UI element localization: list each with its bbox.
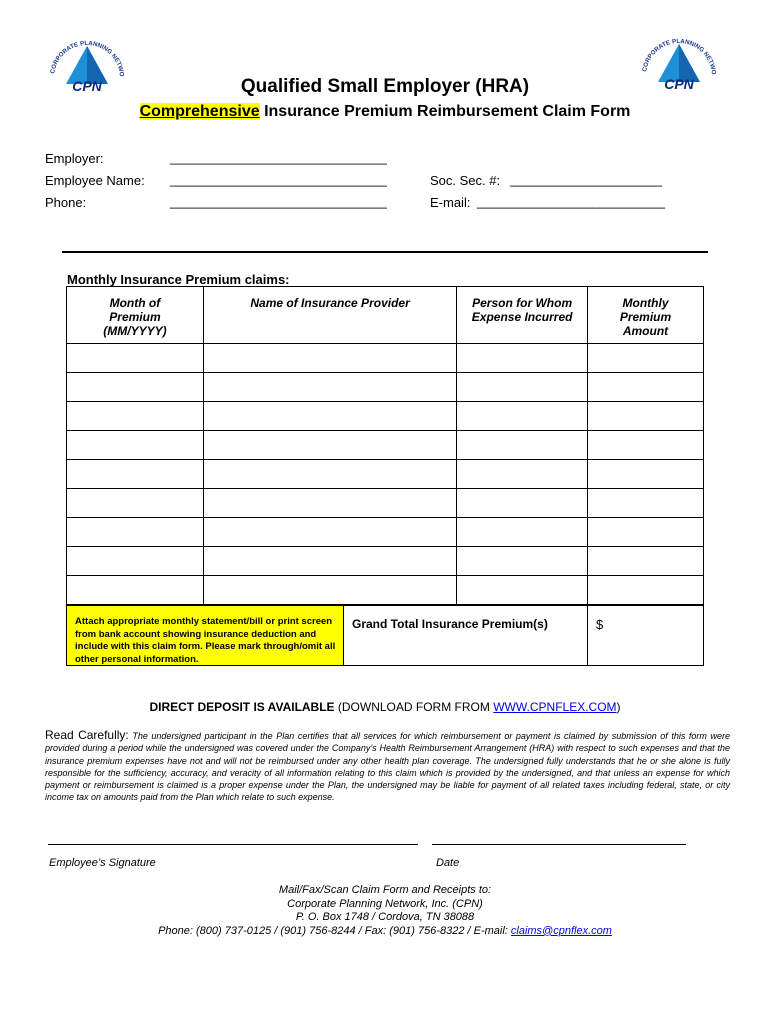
provider-cell[interactable] (203, 431, 456, 460)
month-cell[interactable] (67, 431, 204, 460)
mail-line-4 (0, 925, 770, 939)
month-cell[interactable] (67, 460, 204, 489)
employee-signature-label: Employee’s Signature (49, 857, 156, 869)
provider-cell[interactable] (203, 518, 456, 547)
month-cell[interactable] (67, 518, 204, 547)
employee-signature-line[interactable] (48, 844, 418, 845)
claims-section-title: Monthly Insurance Premium claims: (67, 272, 290, 287)
deposit-text: (DOWNLOAD FORM FROM (334, 700, 494, 714)
month-cell[interactable] (67, 489, 204, 518)
claims-email-link[interactable]: claims@cpnflex.com (510, 924, 612, 937)
person-cell[interactable] (457, 431, 588, 460)
employee-name-label: Employee Name: (45, 173, 145, 188)
provider-cell[interactable] (203, 489, 456, 518)
person-cell[interactable] (457, 518, 588, 547)
person-cell[interactable] (457, 489, 588, 518)
attach-note: Attach appropriate monthly statement/bill or print screen from bank account showing insurance deduction and include with this claim form. Please mark through/omit all other personal information. (67, 606, 344, 665)
email-label: E-mail: (430, 195, 471, 210)
cpnflex-link[interactable]: WWW.CPNFLEX.COM (493, 700, 617, 714)
amount-cell[interactable] (588, 460, 704, 489)
date-label: Date (436, 857, 460, 869)
col-header-amount: Monthly Premium Amount (588, 287, 704, 344)
logo-right-arc-text: CORPORATE PLANNING NETWO (641, 37, 718, 75)
page-subtitle (0, 103, 770, 121)
mail-line-3: P. O. Box 1748 / Cordova, TN 38088 (295, 911, 475, 924)
col-header-month: Month of Premium (MM/YYYY) (67, 287, 204, 344)
person-cell[interactable] (457, 373, 588, 402)
table-row (67, 460, 704, 489)
month-cell[interactable] (67, 402, 204, 431)
employer-label: Employer: (45, 151, 104, 166)
amount-cell[interactable] (588, 402, 704, 431)
read-carefully-body: The undersigned participant in the Plan certifies that all services for which reimbursement or payment is claimed by submission of this form were provided during a period while the undersigned was covered under the Company’s Health Reimbursement Arrangement (HRA) with respect to such expenses and that the insurance premium expenses have not and will not be reimbursed under any other health plan coverage. The undersigned fully understands that he or she alone is fully responsible for the sufficiency, accuracy, and veracity of all information relating to this claim which is provided by the undersigned, and that unless an expense for which payment or reimbursement is claimed is a proper expense under the Plan, the undersigned may be liable for payment of all related taxes including federal, state, or city income tax on amounts paid from the Plan which relate to such expense. (45, 731, 730, 803)
amount-cell[interactable] (588, 431, 704, 460)
person-cell[interactable] (457, 402, 588, 431)
grand-total-label: Grand Total Insurance Premium(s) (344, 606, 588, 665)
amount-cell[interactable] (588, 373, 704, 402)
mail-contact-text: Phone: (800) 737-0125 / (901) 756-8244 / Fax: (901) 756-8322 / E-mail: (158, 924, 511, 937)
month-cell[interactable] (67, 344, 204, 373)
amount-cell[interactable] (588, 518, 704, 547)
person-cell[interactable] (457, 460, 588, 489)
provider-cell[interactable] (203, 402, 456, 431)
person-cell[interactable] (457, 547, 588, 576)
phone-label: Phone: (45, 195, 87, 210)
table-row (67, 373, 704, 402)
table-row (67, 489, 704, 518)
amount-cell[interactable] (588, 547, 704, 576)
date-line[interactable] (432, 844, 686, 845)
amount-cell[interactable] (588, 489, 704, 518)
employer-field[interactable]: ______________________________ (170, 150, 387, 165)
table-row (67, 518, 704, 547)
col-header-person: Person for Whom Expense Incurred (457, 287, 588, 344)
email-field[interactable]: __________________________ (477, 194, 665, 209)
mailing-info (0, 884, 770, 938)
provider-cell[interactable] (203, 460, 456, 489)
section-divider (62, 251, 708, 253)
subtitle-rest: Insurance Premium Reimbursement Claim Form (259, 103, 631, 120)
mail-line-1: Mail/Fax/Scan Claim Form and Receipts to: (278, 884, 492, 896)
ssn-label: Soc. Sec. #: (430, 173, 501, 188)
page-title: Qualified Small Employer (HRA) (240, 76, 530, 97)
table-row (67, 431, 704, 460)
person-cell[interactable] (457, 576, 588, 605)
ssn-field[interactable]: _____________________ (510, 172, 662, 187)
amount-cell[interactable] (588, 344, 704, 373)
provider-cell[interactable] (203, 547, 456, 576)
claims-table (66, 286, 704, 605)
phone-field[interactable]: ______________________________ (170, 194, 387, 209)
totals-row (66, 605, 704, 666)
logo-right-abbr: CPN (664, 76, 694, 92)
employee-name-field[interactable]: ______________________________ (170, 172, 387, 187)
mail-line-2: Corporate Planning Network, Inc. (CPN) (287, 897, 483, 910)
read-carefully-lead: Read Carefully: (45, 728, 129, 742)
provider-cell[interactable] (203, 373, 456, 402)
read-carefully-paragraph (45, 729, 730, 804)
month-cell[interactable] (67, 373, 204, 402)
table-row (67, 344, 704, 373)
deposit-bold: DIRECT DEPOSIT IS AVAILABLE (149, 700, 335, 714)
direct-deposit-note (0, 700, 770, 714)
person-cell[interactable] (457, 344, 588, 373)
deposit-end: ) (616, 700, 621, 714)
col-header-provider: Name of Insurance Provider (203, 287, 456, 344)
logo-left-abbr: CPN (72, 78, 102, 94)
provider-cell[interactable] (203, 576, 456, 605)
table-row (67, 547, 704, 576)
table-row (67, 576, 704, 605)
amount-cell[interactable] (588, 576, 704, 605)
provider-cell[interactable] (203, 344, 456, 373)
month-cell[interactable] (67, 547, 204, 576)
subtitle-highlight: Comprehensive (139, 103, 260, 120)
grand-total-amount-field[interactable]: $ (596, 617, 604, 632)
month-cell[interactable] (67, 576, 204, 605)
logo-left-arc-text: CORPORATE PLANNING NETWO (49, 39, 126, 77)
table-row (67, 402, 704, 431)
